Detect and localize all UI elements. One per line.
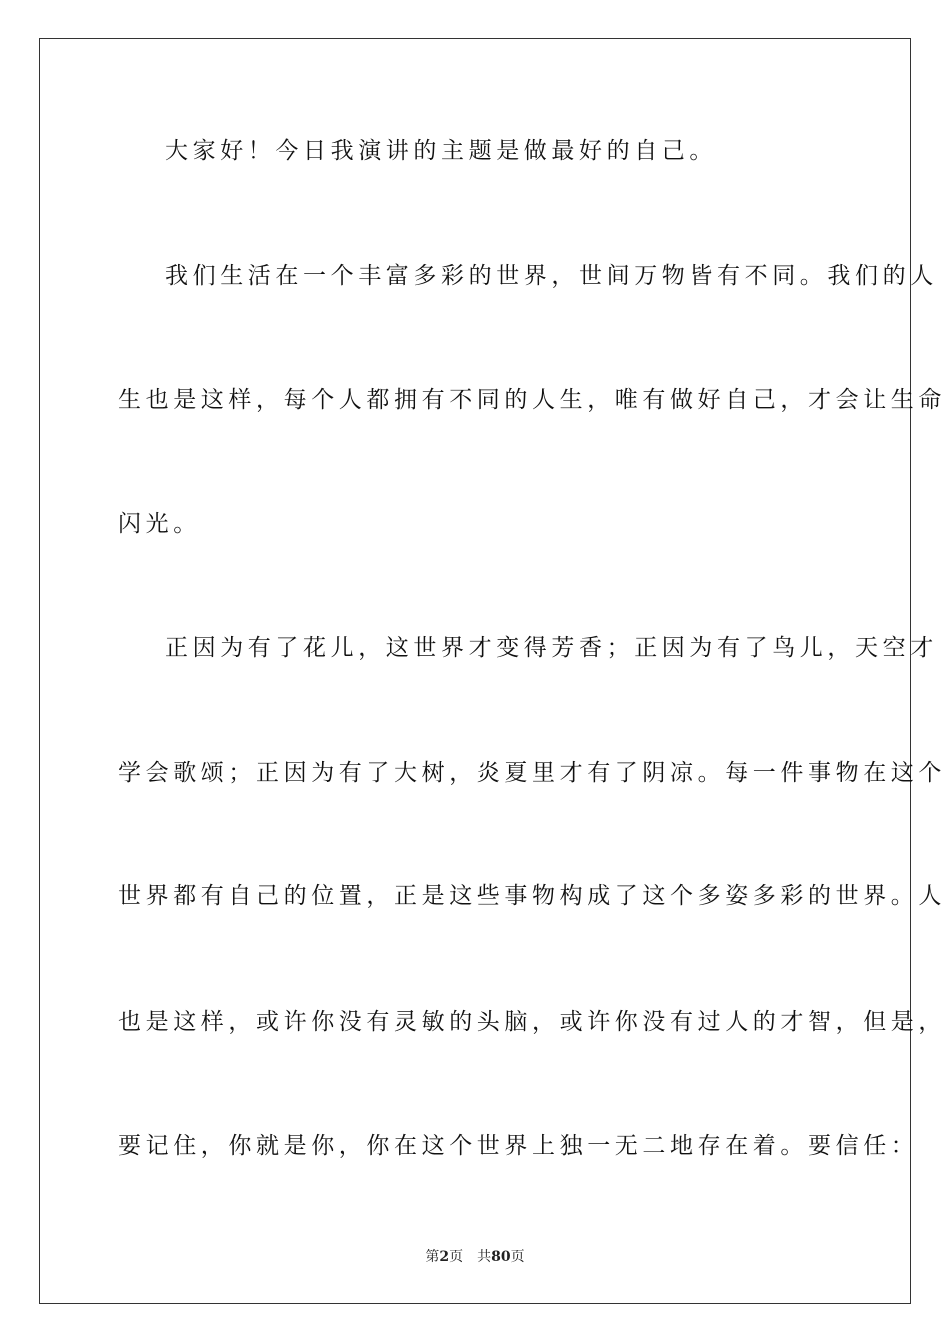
footer-total-number: 80 [491,1249,511,1265]
paragraph-line: 学会歌颂；正因为有了大树，炎夏里才有了阴凉。每一件事物在这个 [118,760,946,786]
paragraph-line: 大家好！今日我演讲的主题是做最好的自己。 [165,138,717,164]
paragraph-line: 生也是这样，每个人都拥有不同的人生，唯有做好自己，才会让生命 [118,387,946,413]
paragraph-line: 也是这样，或许你没有灵敏的头脑，或许你没有过人的才智，但是， [118,1009,946,1035]
paragraph-line: 我们生活在一个丰富多彩的世界，世间万物皆有不同。我们的人 [165,263,938,289]
footer-page-prefix: 第 [425,1249,440,1265]
footer-total-prefix: 共 [477,1249,492,1265]
footer-page-suffix: 页 [449,1249,464,1265]
paragraph-line: 闪光。 [118,511,201,537]
page-footer [0,1247,950,1267]
paragraph-line: 正因为有了花儿，这世界才变得芳香；正因为有了鸟儿，天空才 [165,635,938,661]
footer-page-number: 2 [439,1249,450,1265]
footer-total-suffix: 页 [510,1249,525,1265]
page-frame [39,38,946,1304]
paragraph-line: 世界都有自己的位置，正是这些事物构成了这个多姿多彩的世界。人 [118,883,946,909]
paragraph-line: 要记住，你就是你，你在这个世界上独一无二地存在着。要信任： [118,1133,919,1159]
